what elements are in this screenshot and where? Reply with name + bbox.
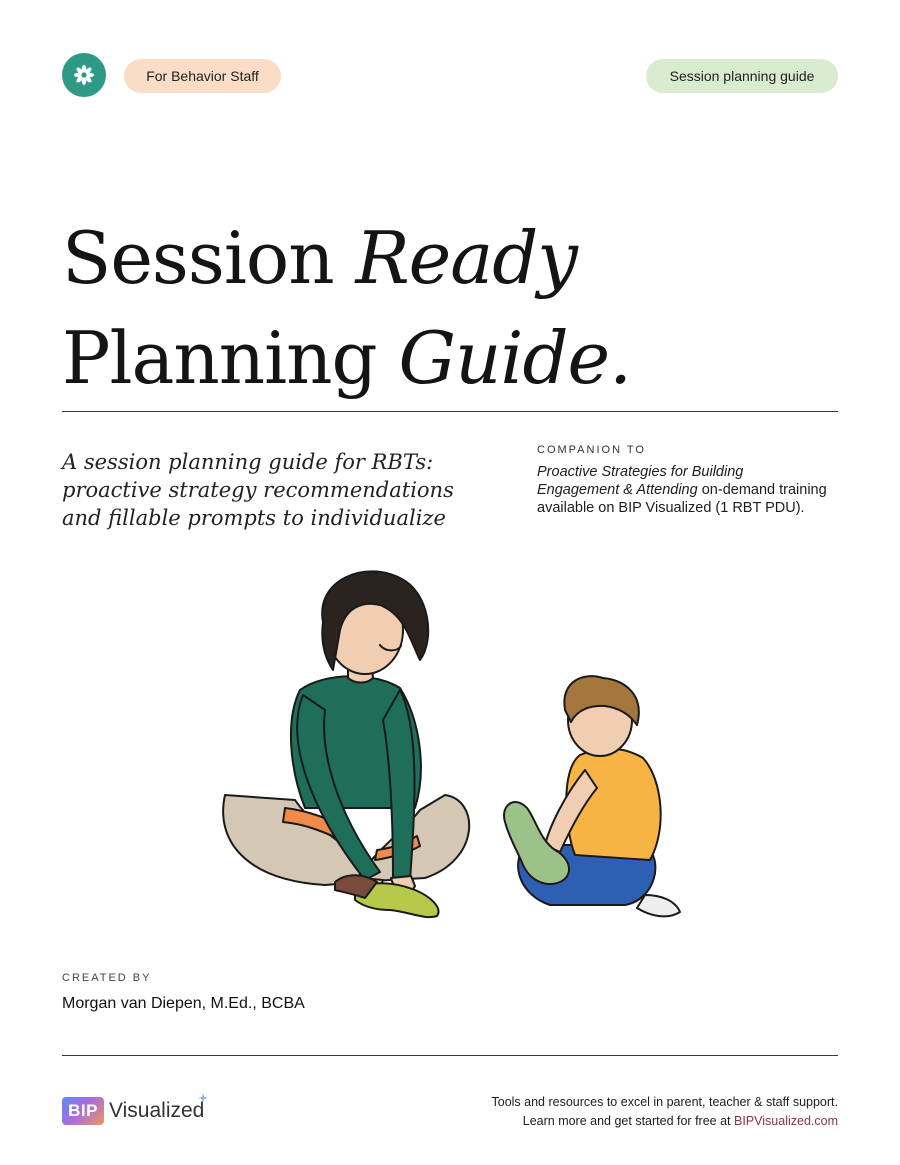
subtitle: A session planning guide for RBTs: proactive strategy recommendations and fillable prompts to individualize <box>62 450 454 530</box>
companion-label: COMPANION TO <box>537 444 646 456</box>
created-by-label: CREATED BY <box>62 972 152 984</box>
brand-name: Visualized <box>109 1099 205 1122</box>
divider <box>62 1055 838 1056</box>
therapist-and-child-playing-icon <box>205 560 695 950</box>
title-line-2: Planning Guide. <box>62 316 632 400</box>
course-details: on-demand training available on BIP Visualized (1 RBT PDU). <box>537 482 827 516</box>
footer-cta-text: Learn more and get started for free at <box>522 1114 731 1128</box>
companion-description <box>537 463 827 517</box>
sparkle-icon <box>198 1093 208 1103</box>
footer-brand-logo <box>62 1097 204 1125</box>
brand-badge: BIP <box>62 1097 104 1125</box>
title-line-1: Session Ready <box>62 216 577 300</box>
page-title <box>62 208 631 408</box>
footer-cta <box>523 1114 838 1128</box>
website-link[interactable]: BIPVisualized.com <box>734 1114 838 1128</box>
footer-tagline: Tools and resources to excel in parent, teacher & staff support. <box>491 1095 838 1109</box>
brand-logo <box>62 53 106 97</box>
audience-badge: For Behavior Staff <box>124 59 281 93</box>
divider <box>62 411 838 412</box>
document-type-badge: Session planning guide <box>646 59 838 93</box>
flower-icon <box>73 64 95 86</box>
author-name: Morgan van Diepen, M.Ed., BCBA <box>62 995 305 1012</box>
course-title: Proactive Strategies for Building Engagement & Attending <box>537 464 744 498</box>
